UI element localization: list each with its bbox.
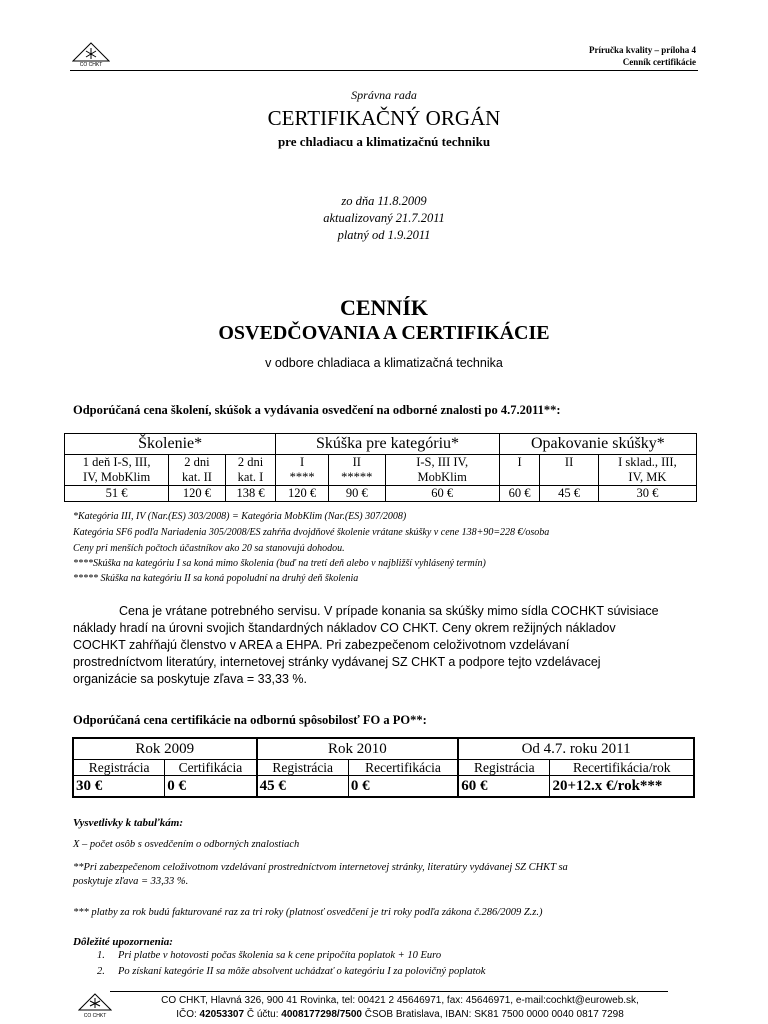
header-logo-text: CO CHKT (79, 62, 103, 68)
table1-note-1: *Kategória III, IV (Nar.(ES) 303/2008) = Kategória MobKlim (Nar.(ES) 307/2008) (73, 511, 407, 522)
table1-note-4: ****Skúška na kategóriu I sa koná mimo školenia (buď na tretí deň alebo v najbližší vyhlásený termín) (73, 558, 486, 569)
table1-note-5: ***** Skúška na kategóriu II sa koná popoludní na druhý deň školenia (73, 573, 359, 584)
date-valid: platný od 1.9.2011 (337, 228, 431, 242)
footer-account: 4008177298/7500 (281, 1009, 362, 1020)
explanation-invoicing: *** platby za rok budú fakturované raz za tri roky (platnosť osvedčení je tri roky podľa zákona č.286/2009 Z.z.) (73, 907, 543, 918)
col-retake-3: I sklad., III, IV, MK (598, 455, 696, 486)
table1-note-2: Kategória SF6 podľa Nariadenia 305/2008/ES zahŕňa dvojdňové školenie vrátane skúšky v cene 138+90=228 €/osoba (73, 527, 550, 538)
explanation-discount-2: poskytuje zľava = 33,33 %. (73, 876, 189, 887)
price-cell: 120 € (276, 486, 329, 502)
price-cell: 120 € (169, 486, 225, 502)
header-divider (70, 70, 698, 71)
table-price-row (65, 486, 697, 502)
paragraph-line: organizácie sa poskytuje zľava = 33,33 %. (73, 672, 307, 686)
value-cell: 60 € (458, 776, 550, 798)
col-registration: Registrácia (257, 760, 349, 776)
important-heading: Dôležité upozornenia: (73, 936, 173, 948)
group-exam: Skúška pre kategóriu* (276, 434, 499, 455)
col-retake-2: II (540, 455, 598, 486)
price-cell: 60 € (499, 486, 540, 502)
important-item-2-number: 2. (97, 966, 105, 977)
table-subheader-row (65, 455, 697, 486)
date-issued: zo dňa 11.8.2009 (341, 194, 427, 208)
main-subtitle: OSVEDČOVANIA A CERTIFIKÁCIE (218, 322, 550, 344)
paragraph-line: COCHKT zahŕňajú členstvo v AREA a EHPA. Pri zabezpečenom celoživotnom vzdelávaní (73, 638, 570, 652)
training-price-table (64, 433, 697, 502)
year-2010: Rok 2010 (257, 738, 459, 760)
footer-contact (120, 994, 680, 1022)
year-2011: Od 4.7. roku 2011 (458, 738, 694, 760)
header-doc-info (589, 44, 696, 68)
snowflake-logo-icon (78, 993, 112, 1015)
col-exam-2: II ***** (328, 455, 385, 486)
price-cell: 60 € (385, 486, 499, 502)
organ-subtitle: pre chladiacu a klimatizačnú techniku (277, 134, 491, 149)
price-cell: 90 € (328, 486, 385, 502)
board-label: Správna rada (351, 88, 417, 102)
value-cell: 0 € (165, 776, 257, 798)
explanations-heading: Vysvetlivky k tabuľkám: (73, 817, 184, 829)
footer-logo (78, 993, 112, 1019)
important-item-1-number: 1. (97, 950, 105, 961)
price-cell: 45 € (540, 486, 598, 502)
footer-divider (110, 991, 668, 992)
price-cell: 138 € (225, 486, 276, 502)
section2-heading: Odporúčaná cena certifikácie na odbornú spôsobilosť FO a PO**: (73, 713, 427, 727)
year-2009: Rok 2009 (73, 738, 257, 760)
value-cell: 45 € (257, 776, 349, 798)
footer-bank-line: IČO: 42053307 Č účtu: 4008177298/7500 ČSOB Bratislava, IBAN: SK81 7500 0000 0040 0817 7298 (176, 1009, 624, 1020)
date-updated: aktualizovaný 21.7.2011 (323, 211, 445, 225)
col-1day: 1 deň I-S, III, IV, MobKlim (65, 455, 169, 486)
header-pricelist-label: Cenník certifikácie (622, 57, 696, 67)
section1-heading: Odporúčaná cena školení, skúšok a vydávania osvedčení na odborné znalosti po 4.7.2011**: (73, 403, 561, 417)
col-registration: Registrácia (458, 760, 550, 776)
table1-note-3: Ceny pri menších počtoch účastníkov ako 20 sa stanovujú dohodou. (73, 543, 345, 554)
paragraph-line: Cena je vrátane potrebného servisu. V prípade konania sa skúšky mimo sídla COCHKT súvisiace (119, 604, 659, 618)
col-2days-kat2: 2 dni kat. II (169, 455, 225, 486)
value-cell: 30 € (73, 776, 165, 798)
col-retake-1: I (499, 455, 540, 486)
price-cell: 30 € (598, 486, 696, 502)
main-sub2: v odbore chladiaca a klimatizačná technika (265, 356, 503, 370)
important-item-2: Po získaní kategórie II sa môže absolvent uchádzať o kategóriu I za polovičný poplatok (118, 966, 486, 977)
header-manual-label: Príručka kvality – príloha 4 (588, 45, 696, 55)
values-row (73, 776, 694, 798)
organ-title: CERTIFIKAČNÝ ORGÁN (267, 106, 501, 130)
col-recert-per-year: Recertifikácia/rok (550, 760, 694, 776)
col-exam-3: I-S, III IV, MobKlim (385, 455, 499, 486)
col-certification: Certifikácia (165, 760, 257, 776)
price-cell: 51 € (65, 486, 169, 502)
col-2days-kat1: 2 dni kat. I (225, 455, 276, 486)
col-registration: Registrácia (73, 760, 165, 776)
footer-logo-text: CO CHKT (83, 1013, 107, 1019)
header-logo (72, 42, 110, 68)
footer-address: CO CHKT, Hlavná 326, 900 41 Rovinka, tel: 00421 2 45646971, fax: 45646971, e-mail:cochkt@euroweb.sk, (161, 995, 639, 1006)
col-recertification: Recertifikácia (348, 760, 458, 776)
value-cell: 0 € (348, 776, 458, 798)
table-header-row (65, 434, 697, 455)
explanation-discount-1: **Pri zabezpečenom celoživotnom vzdelávaní prostredníctvom internetovej stránky, literatúry vydávanej SZ CHKT sa (73, 862, 568, 873)
footer-ico: 42053307 (199, 1009, 245, 1020)
columns-row (73, 760, 694, 776)
paragraph-line: prostredníctvom literatúry, internetovej stránky vydávanej SZ CHKT a podpore tejto vzdelávacej (73, 655, 601, 669)
certification-price-table (72, 737, 695, 798)
group-training: Školenie* (65, 434, 276, 455)
col-exam-1: I **** (276, 455, 329, 486)
years-row (73, 738, 694, 760)
paragraph-line: náklady hradí na úrovni svojich štandardných nákladov CO CHKT. Ceny okrem režijných nákladov (73, 621, 616, 635)
group-retake: Opakovanie skúšky* (499, 434, 696, 455)
main-title: CENNÍK (339, 295, 428, 320)
important-item-1: Pri platbe v hotovosti počas školenia sa k cene pripočíta poplatok + 10 Euro (118, 950, 442, 961)
value-cell: 20+12.x €/rok*** (550, 776, 694, 798)
explanation-x: X – počet osôb s osvedčením o odborných znalostiach (73, 839, 300, 850)
